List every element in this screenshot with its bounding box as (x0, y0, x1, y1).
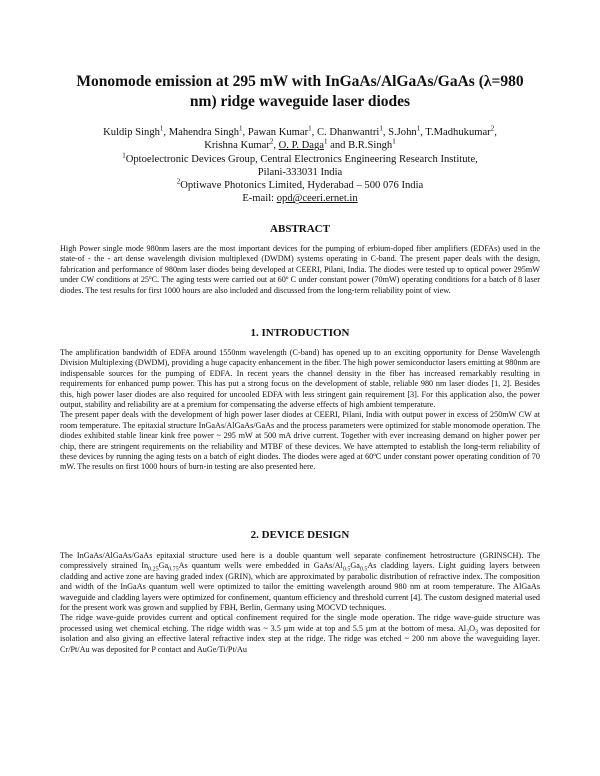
author-affiliation-mark: 1 (308, 124, 312, 133)
introduction-paragraph-1: The amplification bandwidth of EDFA around 1550nm wavelength (C-band) has opened up to an exciting opportunity for Dense Wavelength Division Multiplexing (DWDM), providing a huge capacity enhancement in the fiber. The high power semiconductor lasers emitting at 980nm are indispensable sources for the pumping of EDFA. In recent years the channel density in the fiber has increased remarkably resulting in requirements for enhanced pump power. This has put a strong focus on the development of stable, reliable 980 nm laser diodes [1, 2]. Besides this, high power laser diodes are also required for uncooled EDFA with less stringent gain requirement [3]. For this application also, the power output, stability and reliability are at a premium for compensating the adverse effects of high ambient temperature. (60, 348, 540, 410)
author-affiliation-mark: 1 (159, 124, 164, 133)
design-paragraph-1 (60, 551, 540, 613)
title-line1: Monomode emission at 295 mW with InGaAs/AlGaAs/GaAs ( (76, 73, 484, 90)
design-text: Ga (350, 561, 360, 571)
author-line-1: Kuldip Singh$^1$, Mahendra Singh$^1$, Pawan Kumar$^1$, C. Dhanwantri$^1$, S.John$^1$, T.Madhukumar$^2$, (103, 124, 497, 138)
abstract-paragraph: High Power single mode 980nm lasers are the most important devices for the pumping of erbium-doped fiber amplifiers (EDFAs) used in the state-of - the - art dense wavelength division multiplexed (DWDM) systems operating in C-band. The present paper deals with the design, fabrication and performance of 980nm laser diodes being developed at CEERI, Pilani, India. The diodes were tested up to optical power 295mW under CW conditions at 25ºC. The aging tests were carried out at 60º C under constant power (70mW) operating conditions for a batch of 8 laser diodes. The test results for first 1000 hours are also included and discussed from the long-term reliability point of view. (60, 244, 540, 295)
author-name: Mahendra Singh (168, 127, 240, 138)
abstract-body (60, 244, 540, 296)
email-line (60, 192, 540, 205)
design-text: The ridge wave-guide provides current and optical confinement required for the single mode operation. The ridge wave-guide structure was processed using wet chemical etching. The ridge width was ~ 3.5 µm wide at top and 5.5 µm at the bottom of mesa. Al (60, 613, 540, 633)
author-affiliation-mark: 1 (416, 124, 421, 133)
abstract-heading: ABSTRACT (270, 223, 330, 235)
subscript: 0.5 (342, 567, 351, 574)
subscript: 2 (466, 629, 470, 636)
subscript: 0.75 (168, 567, 179, 574)
title-line2: nm) ridge waveguide laser diodes (189, 93, 411, 110)
author-line-2: Krishna Kumar$^2$, O. P. Daga$^1$ and B.R.Singh$^1$ (204, 137, 396, 152)
author-name: Kuldip Singh (103, 127, 160, 138)
affiliation-1-address: Pilani-333031 India (257, 166, 343, 178)
author-affiliation-mark: 1 (239, 124, 243, 133)
affiliation-1-line1: Optoelectronic Devices Group, Central Electronics Engineering Research Institute, (125, 153, 478, 165)
email-label: E-mail: (242, 193, 277, 205)
author-affiliation-mark: 1 (323, 137, 328, 146)
author-name: T.Madhukumar (425, 127, 491, 138)
author-name: B.R.Singh (348, 140, 393, 152)
author-name: Pawan Kumar (247, 127, 309, 138)
subscript: 3 (474, 629, 478, 636)
device-design-body (60, 551, 540, 655)
author-name: S.John (388, 127, 417, 138)
design-text: As cladding layers. Light guiding layers between cladding and active zone are having graded index (GRIN), which are approximated by parabolic distribution of refractive index. The composition and width of the InGaAs quantum well were optimized to tailor the emitting wavelength around 980 nm at room temperature. The AlGaAs waveguide and cladding layers were optimized for confinement, quantum efficiency and threshold current [4]. The custom designed material used for the present work was grown and supplied by FBH, Berlin, Germany using MOCVD techniques. (60, 561, 540, 613)
affiliation-number: 1 (122, 151, 126, 160)
affiliation-number: 2 (176, 177, 181, 186)
author-affiliation-mark: 2 (490, 124, 495, 133)
author-affiliation-mark: 1 (392, 137, 396, 146)
lambda-symbol: λ (483, 73, 492, 90)
title-line1-end: =980 (491, 73, 524, 90)
design-paragraph-2 (60, 613, 540, 655)
design-text: As quantum wells were embedded in GaAs/Al (178, 561, 343, 571)
design-text: O (469, 623, 475, 633)
affiliation-2-text: Optiwave Photonics Limited, Hyderabad – 500 076 India (180, 180, 424, 192)
author-block (60, 126, 540, 206)
author-name-corresponding: O. P. Daga (278, 140, 324, 152)
subscript: 0.5 (359, 567, 368, 574)
introduction-heading: 1. INTRODUCTION (250, 327, 350, 339)
author-name: Krishna Kumar (204, 140, 270, 152)
author-affiliation-mark: 2 (269, 137, 274, 146)
author-name: C. Dhanwantri (316, 127, 380, 138)
design-text: was deposited for isolation and also giving an effective lateral refractive index step at the ridge. The ridge was etched ~ 200 nm above the waveguiding layer. Cr/Pt/Au was deposited for P contact and AuGe/Ti/Pt/Au (60, 623, 540, 654)
affiliation-1 (60, 153, 540, 166)
introduction-paragraph-2: The present paper deals with the development of high power laser diodes at CEERI, Pilani, India with output power in excess of 250mW CW at room temperature. The epitaxial structure InGaAs/AlGaAs/GaAs and the process parameters were optimized for stable monomode operation. The diodes exhibited stable linear kink free power ~ 295 mW at 500 mA drive current. Together with ever increasing demand on higher power per chip, there are stringent requirements on the reliability and MTBF of these devices. We have attempted to establish the long-term reliability of these devices by running the aging tests on a batch of eight diodes. The diodes were aged at 60ºC under constant power operating condition of 70 mW. The results on first 1000 hours of burn-in testing are also presented here. (60, 410, 540, 472)
design-text: The InGaAs/AlGaAs/GaAs epitaxial structure used here is a double quantum well separate confinement hetrostructure (GRINSCH). The compressively strained In (60, 551, 540, 571)
introduction-body (60, 348, 540, 473)
paper-title (60, 72, 540, 112)
design-text: Ga (158, 561, 169, 571)
email-link[interactable]: opd@ceeri.ernet.in (276, 193, 358, 205)
and-word: and (330, 140, 346, 152)
author-affiliation-mark: 1 (379, 124, 383, 133)
subscript: 0.25 (148, 567, 159, 574)
affiliation-2 (60, 179, 540, 192)
device-design-heading: 2. DEVICE DESIGN (250, 529, 350, 541)
